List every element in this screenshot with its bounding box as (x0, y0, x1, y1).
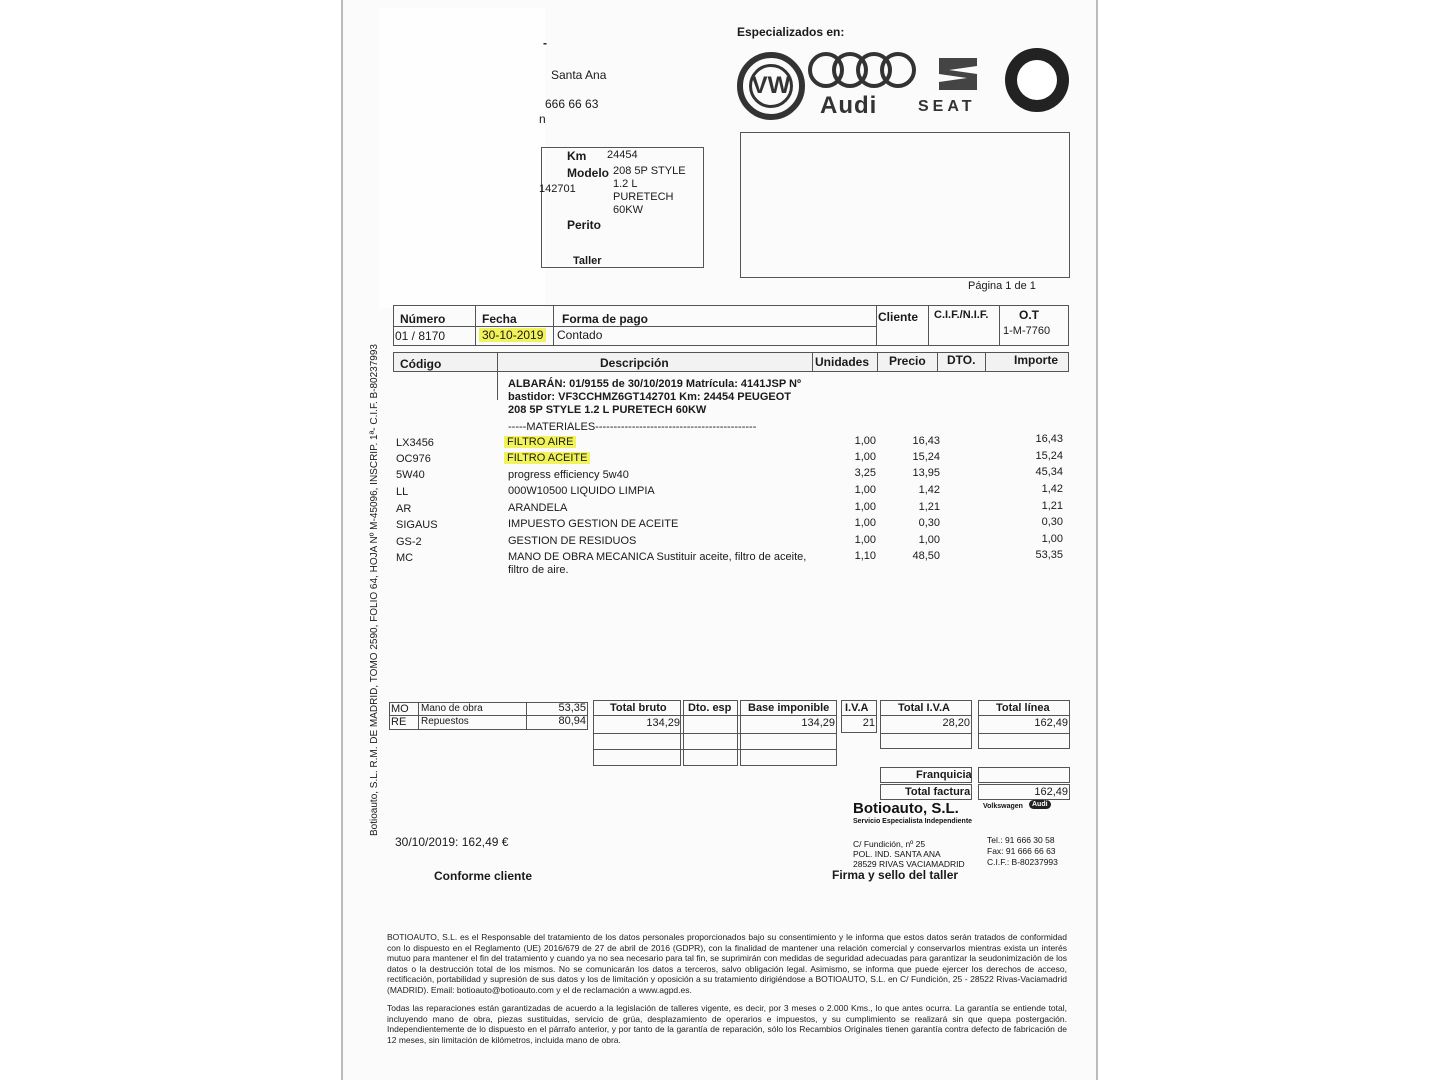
client-fragment-2: n (539, 112, 546, 126)
km-value: 24454 (607, 149, 638, 161)
footer-date-amount: 30/10/2019: 162,49 € (395, 835, 509, 849)
redacted-area (379, 8, 545, 308)
franquicia-label: Franquicia (916, 769, 972, 781)
skoda-logo (1005, 48, 1069, 112)
legal-privacy: BOTIOAUTO, S.L. es el Responsable del tratamiento de los datos personales proporcionados bajo su consentimiento y le informa que estos datos serán tratados de conformidad con lo dispuesto en el Reglamento (UE) 2016/679 de 27 de abril de 2016 (GDPR), con la finalidad de mantener una relación comercial y conservarlos mientras exista un interés mutuo para mantener el fin del tratamiento y cuando ya no sea necesario para tal fin, se suprimirán con medidas de seguridad adecuadas para garantizar la seudonimización de los datos o la destrucción total de los mismos. No se comunicarán los datos a terceros, salvo obligación legal. Asimismo, se informa que puede ejercer los derechos de acceso, rectificación, portabilidad y supresión de sus datos y los de limitación y oposición a su tratamiento dirigiéndose a BOTIOAUTO, S.L. en C/ Fundición, 25 - 28522 Rivas-Vaciamadrid (MADRID). Email: botioauto@botioauto.com y el de reclamación a www.agpd.es. (387, 932, 1067, 995)
cliente-label: Cliente (878, 310, 919, 324)
vw-logo: VW (737, 52, 805, 120)
modelo-value: 208 5P STYLE 1.2 L PURETECH 60KW (613, 165, 686, 216)
total-factura-value: 162,49 (1034, 786, 1068, 798)
mo-label: Mano de obra (421, 703, 483, 714)
stamp-sub: Servicio Especialista Independiente (853, 818, 973, 825)
dto-esp-label: Dto. esp (688, 702, 732, 714)
audi-logo-text: Audi (820, 92, 878, 119)
mo-code: MO (391, 703, 409, 715)
total-iva-value: 28,20 (942, 717, 970, 729)
iva-label: I.V.A (845, 702, 869, 714)
client-phone: 666 66 63 (545, 97, 599, 111)
col-codigo: Código (400, 357, 442, 371)
perito-label: Perito (567, 218, 602, 232)
franquicia-value-box (978, 767, 1070, 783)
mo-value: 53,35 (558, 702, 586, 714)
total-bruto-label: Total bruto (610, 702, 667, 714)
col-precio: Precio (889, 354, 926, 368)
taller-label: Taller (573, 255, 602, 267)
col-unidades: Unidades (815, 355, 870, 369)
ot-value: 1-M-7760 (1003, 325, 1051, 337)
seat-logo-text: SEAT (918, 98, 976, 115)
seat-logo-icon (935, 54, 981, 94)
stamp-brand: Volkswagen (983, 803, 1023, 810)
iva-value: 21 (862, 717, 875, 729)
forma-pago-value: Contado (557, 328, 603, 342)
ot-label: O.T (1019, 308, 1039, 322)
re-label: Repuestos (421, 716, 469, 727)
re-code: RE (391, 716, 407, 728)
firma-sello: Firma y sello del taller (832, 868, 959, 882)
cif-label: C.I.F./N.I.F. (934, 309, 989, 321)
re-value: 80,94 (558, 715, 586, 727)
modelo-label: Modelo (567, 166, 609, 180)
materiales-label: -----MATERIALES-------------------------------------------- (508, 421, 757, 433)
total-linea-value: 162,49 (1034, 717, 1068, 729)
col-descripcion: Descripción (600, 356, 669, 370)
col-importe: Importe (1014, 353, 1059, 367)
page-indicator: Página 1 de 1 (968, 280, 1036, 292)
total-bruto-value: 134,29 (646, 717, 680, 729)
legal-warranty: Todas las reparaciones están garantizadas de acuerdo a la legislación de talleres vigente, es decir, por 3 meses o 2.000 Kms., lo que antes ocurra. La garantía se entiende total, incluyendo mano de obra, piezas sustituidas, servicio de grúa, desplazamiento de operarios e impuestos, y su cumplimiento se realizará sin que quepa postergación. Independientemente de lo dispuesto en el párrafo anterior, y por tanto de la garantía de reparación, sólo los Recambios Originales tienen garantía contra defecto de fabricación de 12 meses, sin limitación de kilómetros, incluida mano de obra. (387, 1003, 1067, 1045)
client-address: Santa Ana (551, 68, 607, 82)
client-fragment: - (543, 36, 547, 50)
conforme-cliente: Conforme cliente (434, 869, 533, 883)
km-label: Km (567, 149, 587, 163)
stamp-contact: Tel.: 91 666 30 58 Fax: 91 666 66 63 C.I.F.: B-80237993 (987, 835, 1058, 867)
bastidor-fragment: 142701 (539, 183, 576, 195)
total-linea-label: Total línea (996, 702, 1050, 714)
stamp-brand-tag: Audi (1029, 800, 1051, 809)
forma-pago-label: Forma de pago (562, 312, 649, 326)
numero-label: Número (400, 312, 446, 326)
albaran-block: ALBARÁN: 01/9155 de 30/10/2019 Matrícula: 4141JSP Nº bastidor: VF3CCHMZ6GT142701 Km: 24454 PEUGEOT 208 5P STYLE 1.2 L PURETECH 60KW (508, 378, 802, 416)
especializados-label: Especializados en: (737, 25, 845, 39)
notes-box (740, 132, 1070, 278)
fecha-value: 30-10-2019 (479, 328, 546, 342)
col-dto: DTO. (947, 353, 976, 367)
audi-rings-icon (808, 52, 916, 88)
fecha-label: Fecha (482, 312, 517, 326)
base-value: 134,29 (801, 717, 835, 729)
base-label: Base imponible (748, 702, 830, 714)
total-iva-label: Total I.V.A (898, 702, 950, 714)
side-registry-text: Botioauto, S.L. R.M. DE MADRID, TOMO 2590, FOLIO 64, HOJA Nº M-45096, INSCRIP. 1ª- C.I.F. B-80237993 (369, 344, 380, 836)
total-factura-label: Total factura (905, 786, 971, 798)
stamp-address: C/ Fundición, nº 25 POL. IND. SANTA ANA 28529 RIVAS VACIAMADRID (853, 839, 965, 869)
stamp-name: Botioauto, S.L. (853, 800, 959, 817)
numero-value: 01 / 8170 (395, 329, 446, 343)
